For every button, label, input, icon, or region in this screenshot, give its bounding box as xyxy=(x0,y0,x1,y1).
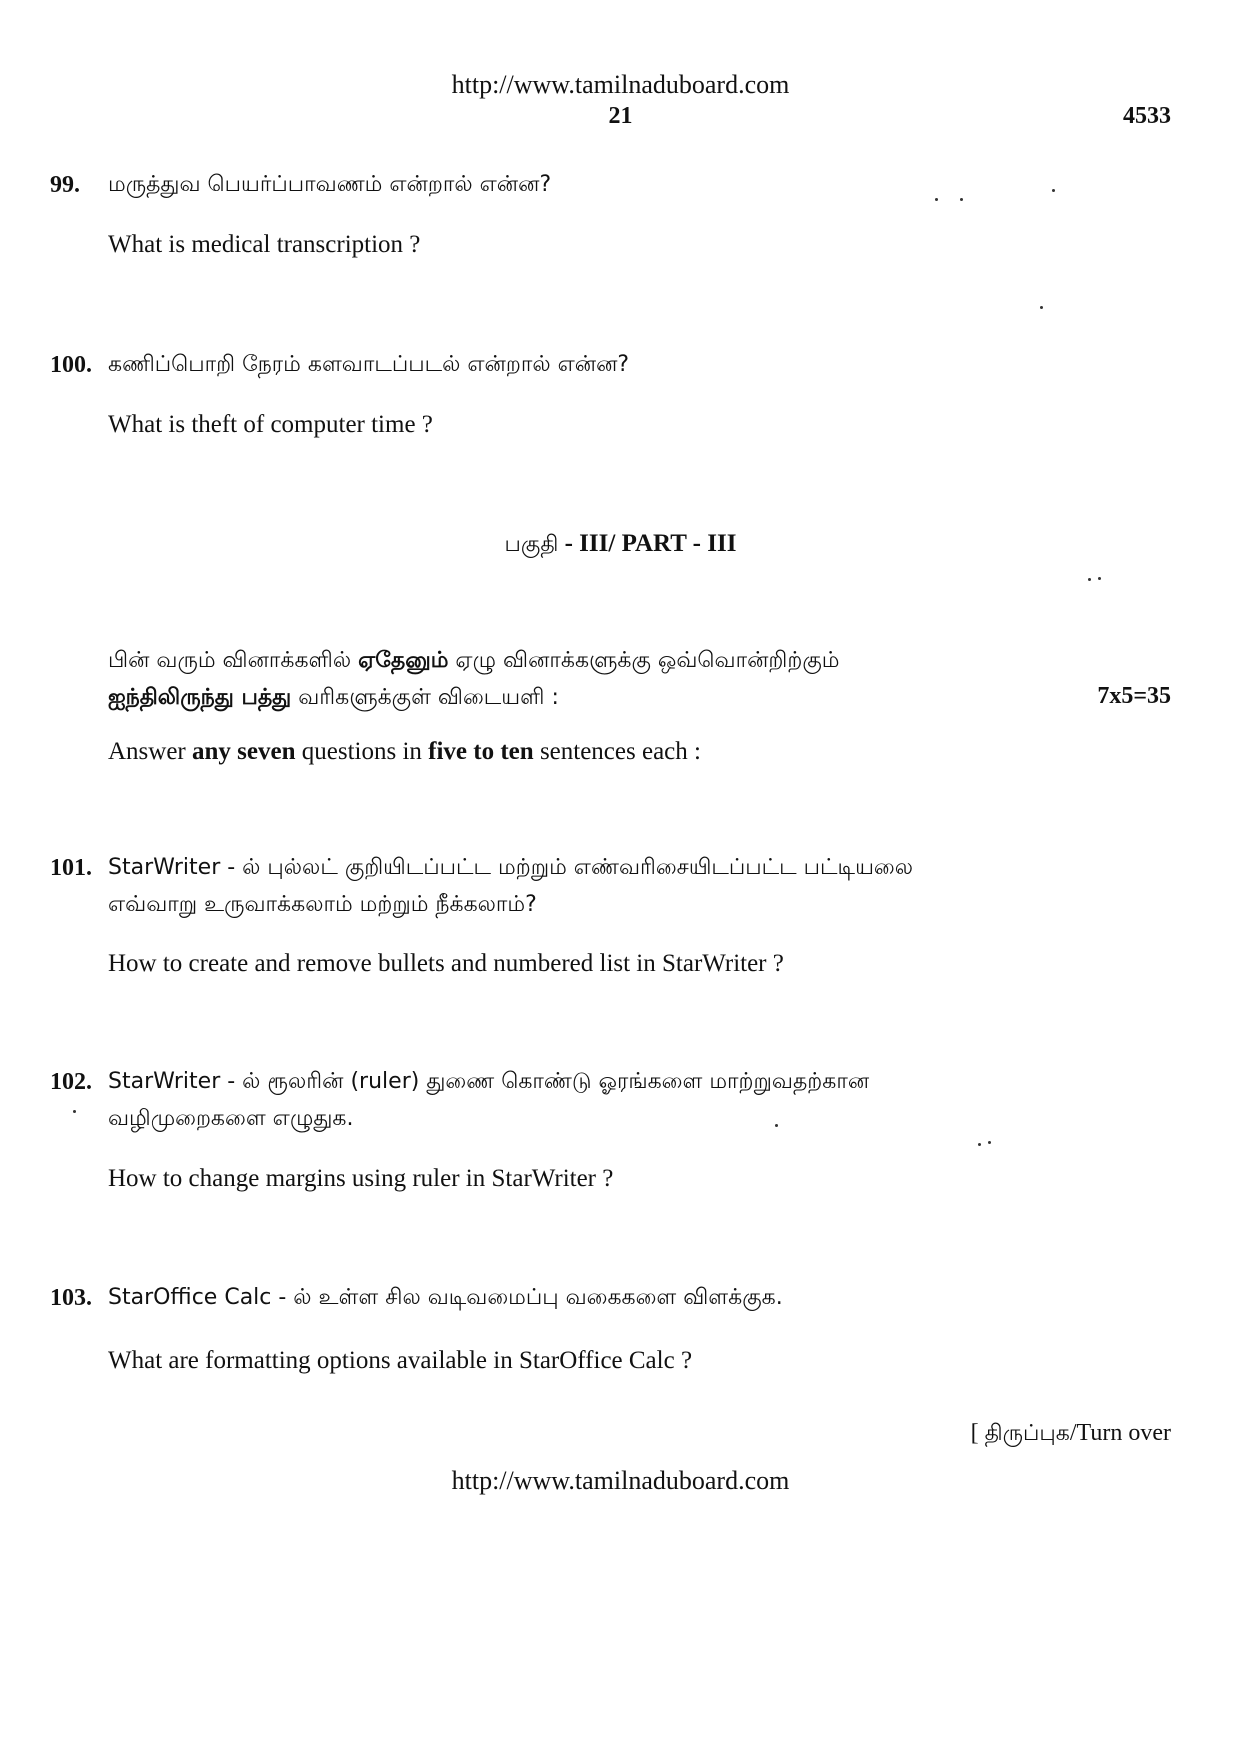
paper-code: 4533 xyxy=(1123,103,1171,129)
question-number: 99. xyxy=(50,172,80,198)
page-number: 21 xyxy=(608,103,633,129)
question-number: 101. xyxy=(50,855,92,881)
instruction-text: ஏழு வினாக்களுக்கு ஒவ்வொன்றிற்கும் xyxy=(448,648,840,673)
instruction-text: பின் வரும் வினாக்களில் xyxy=(108,648,359,673)
turn-over-tamil: திருப்புக xyxy=(984,1421,1070,1446)
question-english: What are formatting options available in StarOffice Calc ? xyxy=(108,1347,693,1374)
question-tamil: StarOffice Calc - ல் உள்ள சில வடிவமைப்பு வகைகளை விளக்குக. xyxy=(108,1285,783,1310)
scan-speck xyxy=(935,198,938,201)
question-tamil: எவ்வாறு உருவாக்கலாம் மற்றும் நீக்கலாம்? xyxy=(108,892,537,917)
scan-speck xyxy=(960,198,963,201)
instruction-emphasis: ஏதேனும் xyxy=(358,648,449,673)
footer-url: http://www.tamilnaduboard.com xyxy=(451,1466,790,1495)
header-url: http://www.tamilnaduboard.com xyxy=(451,70,790,99)
section-heading-english: - III/ PART - III xyxy=(558,530,737,557)
instruction-english xyxy=(108,738,701,766)
scan-speck xyxy=(988,1141,991,1144)
scan-speck xyxy=(1098,577,1101,580)
question-english: How to change margins using ruler in StarWriter ? xyxy=(108,1165,614,1192)
scan-speck xyxy=(1052,189,1055,192)
section-heading-tamil: பகுதி xyxy=(504,532,559,557)
section-heading xyxy=(0,530,1241,560)
question-number: 100. xyxy=(50,352,92,378)
turn-over xyxy=(971,1420,1171,1449)
instruction-emphasis: five to ten xyxy=(428,738,534,765)
question-number: 102. xyxy=(50,1069,92,1095)
instruction-emphasis: any seven xyxy=(192,738,296,765)
question-tamil: மருத்துவ பெயர்ப்பாவணம் என்றால் என்ன? xyxy=(108,172,552,197)
instruction-emphasis: ஐந்திலிருந்து பத்து xyxy=(108,685,292,710)
scan-speck xyxy=(73,1110,76,1113)
scan-speck xyxy=(978,1143,981,1146)
instruction-text: sentences each : xyxy=(533,738,701,765)
marks: 7x5=35 xyxy=(1097,683,1171,709)
scan-speck xyxy=(1040,306,1043,309)
instruction-tamil-line2 xyxy=(108,685,559,713)
question-tamil: கணிப்பொறி நேரம் களவாடப்படல் என்றால் என்ன? xyxy=(108,352,630,377)
question-tamil: StarWriter - ல் ரூலரின் (ruler) துணை கொண்டு ஓரங்களை மாற்றுவதற்கான xyxy=(108,1069,870,1094)
turn-over-english: /Turn over xyxy=(1069,1420,1171,1446)
instruction-text: வரிகளுக்குள் விடையளி : xyxy=(291,685,559,710)
question-number: 103. xyxy=(50,1285,92,1311)
question-tamil: StarWriter - ல் புல்லட் குறியிடப்பட்ட மற்றும் எண்வரிசையிடப்பட்ட பட்டியலை xyxy=(108,855,914,880)
question-tamil: வழிமுறைகளை எழுதுக. xyxy=(108,1106,354,1131)
question-english: How to create and remove bullets and numbered list in StarWriter ? xyxy=(108,950,784,977)
question-english: What is theft of computer time ? xyxy=(108,411,433,438)
scan-speck xyxy=(775,1124,778,1127)
scan-speck xyxy=(1088,578,1091,581)
instruction-text: questions in xyxy=(295,738,429,765)
instruction-tamil-line1 xyxy=(108,648,839,676)
question-english: What is medical transcription ? xyxy=(108,231,421,258)
turn-over-bracket: [ xyxy=(970,1420,985,1446)
instruction-text: Answer xyxy=(108,738,193,765)
